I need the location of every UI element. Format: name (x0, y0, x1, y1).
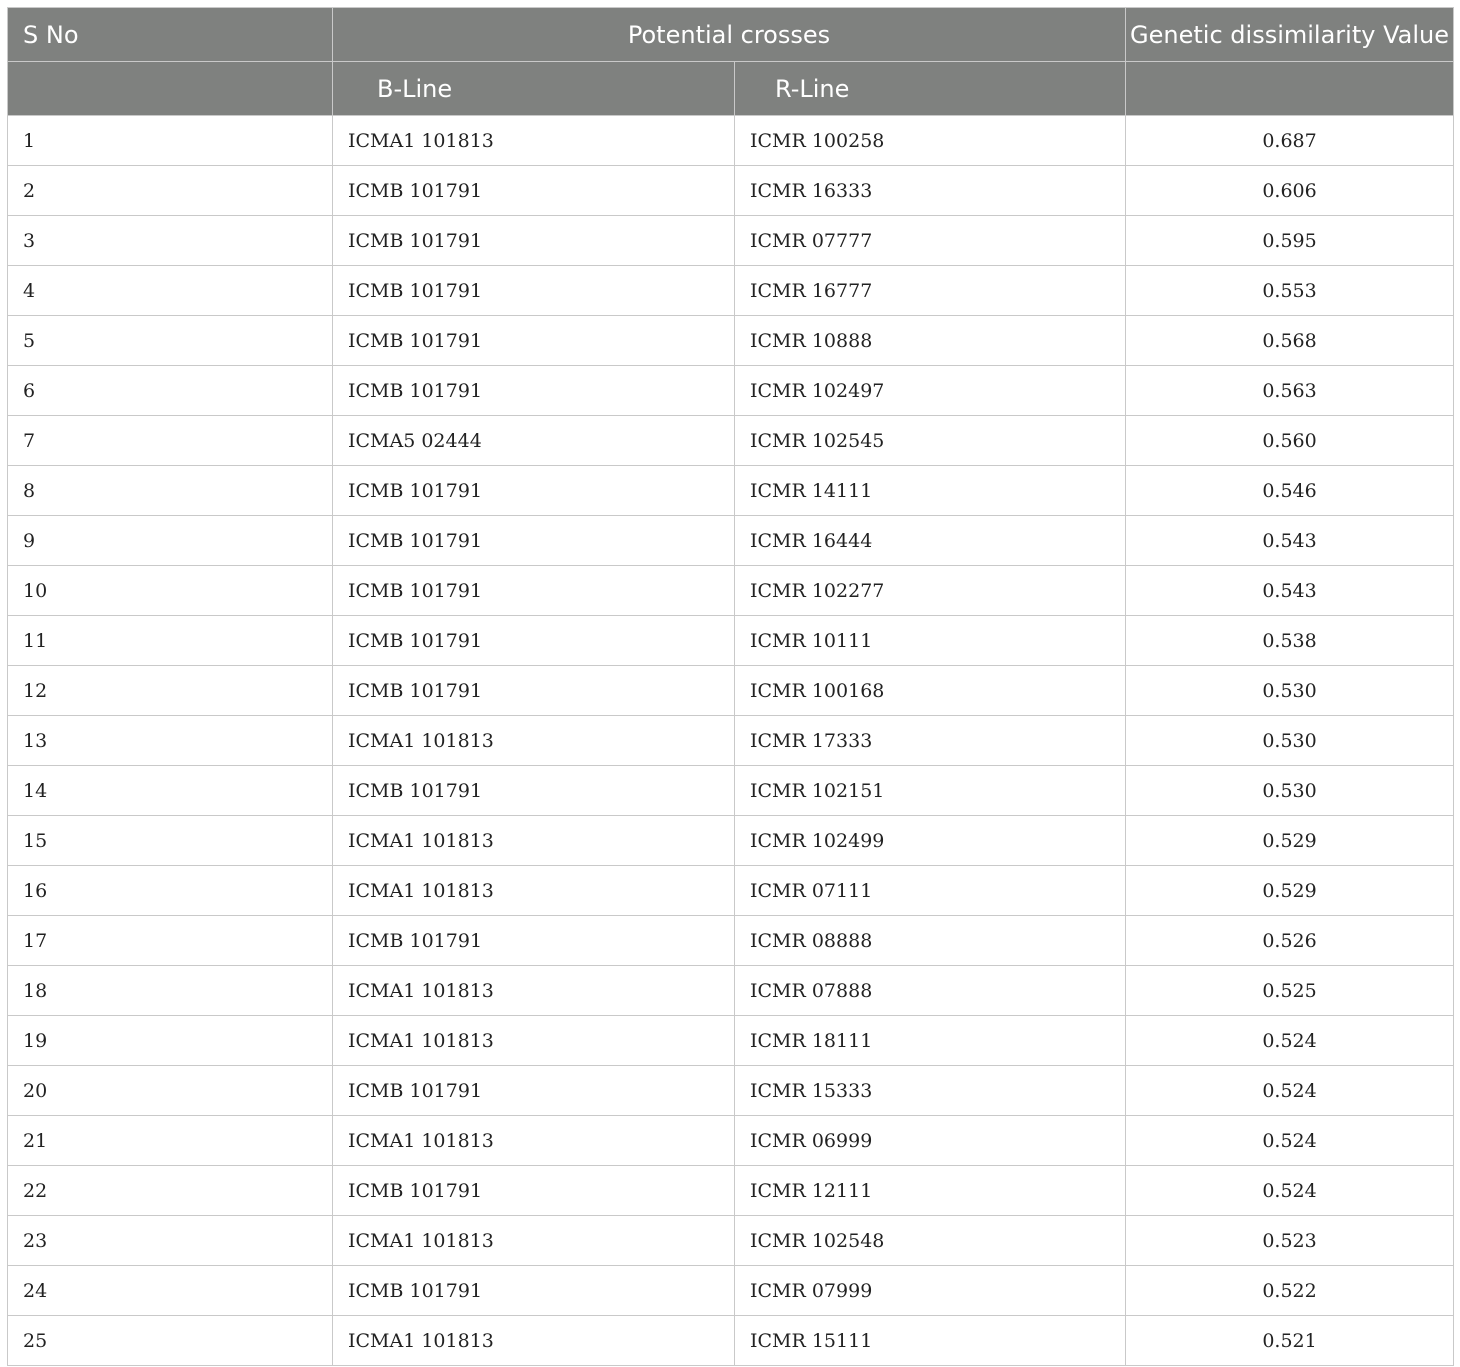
r-line-cell: ICMR 12111 (735, 1166, 1126, 1216)
s-no-cell: 24 (8, 1266, 333, 1316)
s-no-cell: 23 (8, 1216, 333, 1266)
s-no-cell: 11 (8, 616, 333, 666)
header-b-line: B-Line (333, 62, 735, 116)
table-row (8, 1016, 1454, 1066)
s-no-cell: 21 (8, 1116, 333, 1166)
table-row (8, 766, 1454, 816)
r-line-cell: ICMR 07777 (735, 216, 1126, 266)
r-line-cell: ICMR 100168 (735, 666, 1126, 716)
s-no-cell: 10 (8, 566, 333, 616)
b-line-cell: ICMB 101791 (333, 166, 735, 216)
s-no-cell: 1 (8, 116, 333, 166)
s-no-cell: 17 (8, 916, 333, 966)
b-line-cell: ICMB 101791 (333, 766, 735, 816)
s-no-cell: 3 (8, 216, 333, 266)
b-line-cell: ICMB 101791 (333, 516, 735, 566)
r-line-cell: ICMR 102151 (735, 766, 1126, 816)
dissimilarity-value-cell: 0.538 (1126, 616, 1454, 666)
dissimilarity-value-cell: 0.529 (1126, 866, 1454, 916)
dissimilarity-value-cell: 0.530 (1126, 716, 1454, 766)
b-line-cell: ICMA1 101813 (333, 1216, 735, 1266)
header-r-line: R-Line (735, 62, 1126, 116)
r-line-cell: ICMR 102497 (735, 366, 1126, 416)
crosses-table (7, 7, 1454, 1366)
b-line-cell: ICMB 101791 (333, 316, 735, 366)
dissimilarity-value-cell: 0.543 (1126, 566, 1454, 616)
dissimilarity-value-cell: 0.546 (1126, 466, 1454, 516)
r-line-cell: ICMR 06999 (735, 1116, 1126, 1166)
b-line-cell: ICMA1 101813 (333, 116, 735, 166)
r-line-cell: ICMR 18111 (735, 1016, 1126, 1066)
table-row (8, 816, 1454, 866)
table-row (8, 1166, 1454, 1216)
table-row (8, 1116, 1454, 1166)
header-row-top (8, 8, 1454, 62)
r-line-cell: ICMR 16444 (735, 516, 1126, 566)
header-potential-crosses: Potential crosses (333, 8, 1126, 62)
s-no-cell: 2 (8, 166, 333, 216)
dissimilarity-value-cell: 0.543 (1126, 516, 1454, 566)
b-line-cell: ICMB 101791 (333, 566, 735, 616)
header-row-sub (8, 62, 1454, 116)
dissimilarity-value-cell: 0.529 (1126, 816, 1454, 866)
header-blank-left (8, 62, 333, 116)
r-line-cell: ICMR 16777 (735, 266, 1126, 316)
b-line-cell: ICMA5 02444 (333, 416, 735, 466)
s-no-cell: 18 (8, 966, 333, 1016)
s-no-cell: 8 (8, 466, 333, 516)
s-no-cell: 15 (8, 816, 333, 866)
s-no-cell: 6 (8, 366, 333, 416)
table-row (8, 266, 1454, 316)
header-s-no: S No (8, 8, 333, 62)
r-line-cell: ICMR 102545 (735, 416, 1126, 466)
b-line-cell: ICMA1 101813 (333, 966, 735, 1016)
r-line-cell: ICMR 10111 (735, 616, 1126, 666)
dissimilarity-value-cell: 0.525 (1126, 966, 1454, 1016)
b-line-cell: ICMA1 101813 (333, 1016, 735, 1066)
dissimilarity-value-cell: 0.524 (1126, 1066, 1454, 1116)
r-line-cell: ICMR 102499 (735, 816, 1126, 866)
b-line-cell: ICMA1 101813 (333, 716, 735, 766)
dissimilarity-value-cell: 0.521 (1126, 1316, 1454, 1366)
dissimilarity-value-cell: 0.563 (1126, 366, 1454, 416)
table-row (8, 516, 1454, 566)
r-line-cell: ICMR 102548 (735, 1216, 1126, 1266)
table-row (8, 1266, 1454, 1316)
dissimilarity-value-cell: 0.524 (1126, 1116, 1454, 1166)
b-line-cell: ICMB 101791 (333, 1266, 735, 1316)
r-line-cell: ICMR 08888 (735, 916, 1126, 966)
dissimilarity-value-cell: 0.522 (1126, 1266, 1454, 1316)
dissimilarity-value-cell: 0.530 (1126, 766, 1454, 816)
dissimilarity-value-cell: 0.606 (1126, 166, 1454, 216)
r-line-cell: ICMR 10888 (735, 316, 1126, 366)
dissimilarity-value-cell: 0.523 (1126, 1216, 1454, 1266)
s-no-cell: 16 (8, 866, 333, 916)
r-line-cell: ICMR 07888 (735, 966, 1126, 1016)
b-line-cell: ICMA1 101813 (333, 816, 735, 866)
s-no-cell: 14 (8, 766, 333, 816)
b-line-cell: ICMB 101791 (333, 266, 735, 316)
s-no-cell: 12 (8, 666, 333, 716)
table-row (8, 166, 1454, 216)
r-line-cell: ICMR 15333 (735, 1066, 1126, 1116)
dissimilarity-value-cell: 0.524 (1126, 1166, 1454, 1216)
s-no-cell: 22 (8, 1166, 333, 1216)
table-row (8, 666, 1454, 716)
table-row (8, 716, 1454, 766)
table-row (8, 316, 1454, 366)
table-row (8, 416, 1454, 466)
b-line-cell: ICMB 101791 (333, 466, 735, 516)
table-row (8, 966, 1454, 1016)
r-line-cell: ICMR 16333 (735, 166, 1126, 216)
b-line-cell: ICMB 101791 (333, 216, 735, 266)
r-line-cell: ICMR 07999 (735, 1266, 1126, 1316)
table-row (8, 916, 1454, 966)
dissimilarity-value-cell: 0.687 (1126, 116, 1454, 166)
r-line-cell: ICMR 07111 (735, 866, 1126, 916)
dissimilarity-value-cell: 0.553 (1126, 266, 1454, 316)
dissimilarity-value-cell: 0.568 (1126, 316, 1454, 366)
b-line-cell: ICMB 101791 (333, 666, 735, 716)
s-no-cell: 25 (8, 1316, 333, 1366)
table-row (8, 466, 1454, 516)
b-line-cell: ICMB 101791 (333, 916, 735, 966)
s-no-cell: 7 (8, 416, 333, 466)
dissimilarity-value-cell: 0.526 (1126, 916, 1454, 966)
r-line-cell: ICMR 102277 (735, 566, 1126, 616)
dissimilarity-value-cell: 0.595 (1126, 216, 1454, 266)
header-genetic-dissimilarity: Genetic dissimilarity Value (1126, 8, 1454, 62)
b-line-cell: ICMB 101791 (333, 1066, 735, 1116)
b-line-cell: ICMA1 101813 (333, 866, 735, 916)
b-line-cell: ICMA1 101813 (333, 1116, 735, 1166)
s-no-cell: 19 (8, 1016, 333, 1066)
b-line-cell: ICMB 101791 (333, 366, 735, 416)
r-line-cell: ICMR 14111 (735, 466, 1126, 516)
dissimilarity-value-cell: 0.530 (1126, 666, 1454, 716)
table-row (8, 866, 1454, 916)
b-line-cell: ICMA1 101813 (333, 1316, 735, 1366)
r-line-cell: ICMR 15111 (735, 1316, 1126, 1366)
table-row (8, 216, 1454, 266)
s-no-cell: 4 (8, 266, 333, 316)
dissimilarity-value-cell: 0.560 (1126, 416, 1454, 466)
table-row (8, 616, 1454, 666)
r-line-cell: ICMR 17333 (735, 716, 1126, 766)
b-line-cell: ICMB 101791 (333, 1166, 735, 1216)
s-no-cell: 13 (8, 716, 333, 766)
table-body (8, 116, 1454, 1366)
table-header (8, 8, 1454, 116)
s-no-cell: 5 (8, 316, 333, 366)
table-row (8, 1316, 1454, 1366)
dissimilarity-value-cell: 0.524 (1126, 1016, 1454, 1066)
table-row (8, 366, 1454, 416)
s-no-cell: 9 (8, 516, 333, 566)
table-row (8, 1216, 1454, 1266)
header-blank-right (1126, 62, 1454, 116)
table-row (8, 116, 1454, 166)
table-row (8, 1066, 1454, 1116)
table-row (8, 566, 1454, 616)
s-no-cell: 20 (8, 1066, 333, 1116)
b-line-cell: ICMB 101791 (333, 616, 735, 666)
r-line-cell: ICMR 100258 (735, 116, 1126, 166)
